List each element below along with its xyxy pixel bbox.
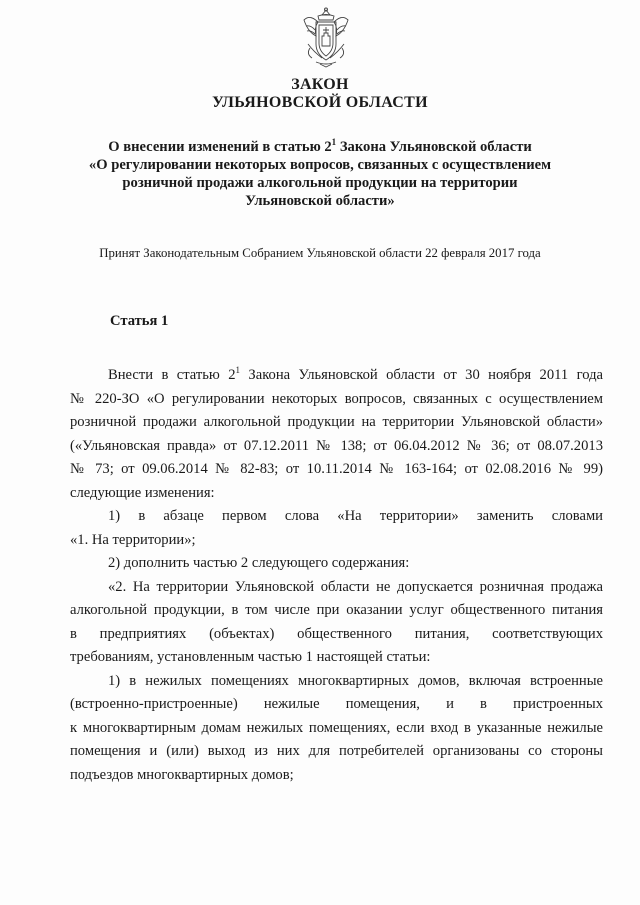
body-line: («Ульяновская правда» от 07.12.2011 № 138; от 06.04.2012 № 36; от 08.07.2013: [70, 437, 603, 454]
body-line: «1. На территории»;: [70, 531, 196, 548]
article-heading: Статья 1: [110, 313, 169, 329]
body-line: следующие изменения:: [70, 484, 215, 501]
subject-line3: розничной продажи алкогольной продукции на территории: [122, 175, 518, 191]
body-line: требованиям, установленным частью 1 настоящей статьи:: [70, 649, 431, 665]
article-body: [70, 364, 603, 787]
body-line: розничной продажи алкогольной продукции на территории Ульяновской области»: [70, 414, 603, 430]
law-subject: [60, 138, 580, 210]
adoption-note: Принят Законодательным Собранием Ульяновской области 22 февраля 2017 года: [99, 246, 541, 260]
body-line: подъездов многоквартирных домов;: [70, 766, 294, 783]
subject-line4: Ульяновской области»: [245, 193, 395, 209]
body-line: № 220-ЗО «О регулировании некоторых вопросов, связанных с осуществлением: [70, 390, 603, 407]
body-line: Внести в статью $2^1$ Закона Ульяновской области от 30 ноября 2011 года: [108, 365, 603, 383]
subject-line2: «О регулировании некоторых вопросов, связанных с осуществлением: [88, 157, 552, 173]
body-line: алкогольной продукции, в том числе при оказании услуг общественного питания: [70, 602, 603, 618]
subject-line1: О внесении изменений в статью $2^1$ Закона Ульяновской области: [108, 137, 532, 155]
body-line: помещения и (или) выход из них для потребителей организованы со стороны: [70, 743, 603, 759]
body-line: 2) дополнить частью 2 следующего содержания:: [108, 555, 410, 571]
body-line: 1) в нежилых помещениях многоквартирных домов, включая встроенные: [108, 672, 603, 689]
body-line: к многоквартирным домам нежилых помещениях, если вход в указанные нежилые: [70, 719, 603, 736]
body-line: 1) в абзаце первом слова «На территории» заменить словами: [108, 508, 603, 524]
body-line: в предприятиях (объектах) общественного питания, соответствующих: [70, 625, 603, 642]
body-line: (встроенно-пристроенные) нежилые помещения, и в пристроенных: [70, 696, 603, 712]
body-line: «2. На территории Ульяновской области не допускается розничная продажа: [108, 578, 603, 595]
body-line: № 73; от 09.06.2014 № 82-83; от 10.11.2014 № 163-164; от 02.08.2016 № 99): [70, 461, 603, 477]
law-title-line1: ЗАКОН: [291, 76, 349, 93]
coat-of-arms-emblem: [298, 6, 354, 68]
law-title-line2: УЛЬЯНОВСКОЙ ОБЛАСТИ: [212, 94, 428, 111]
